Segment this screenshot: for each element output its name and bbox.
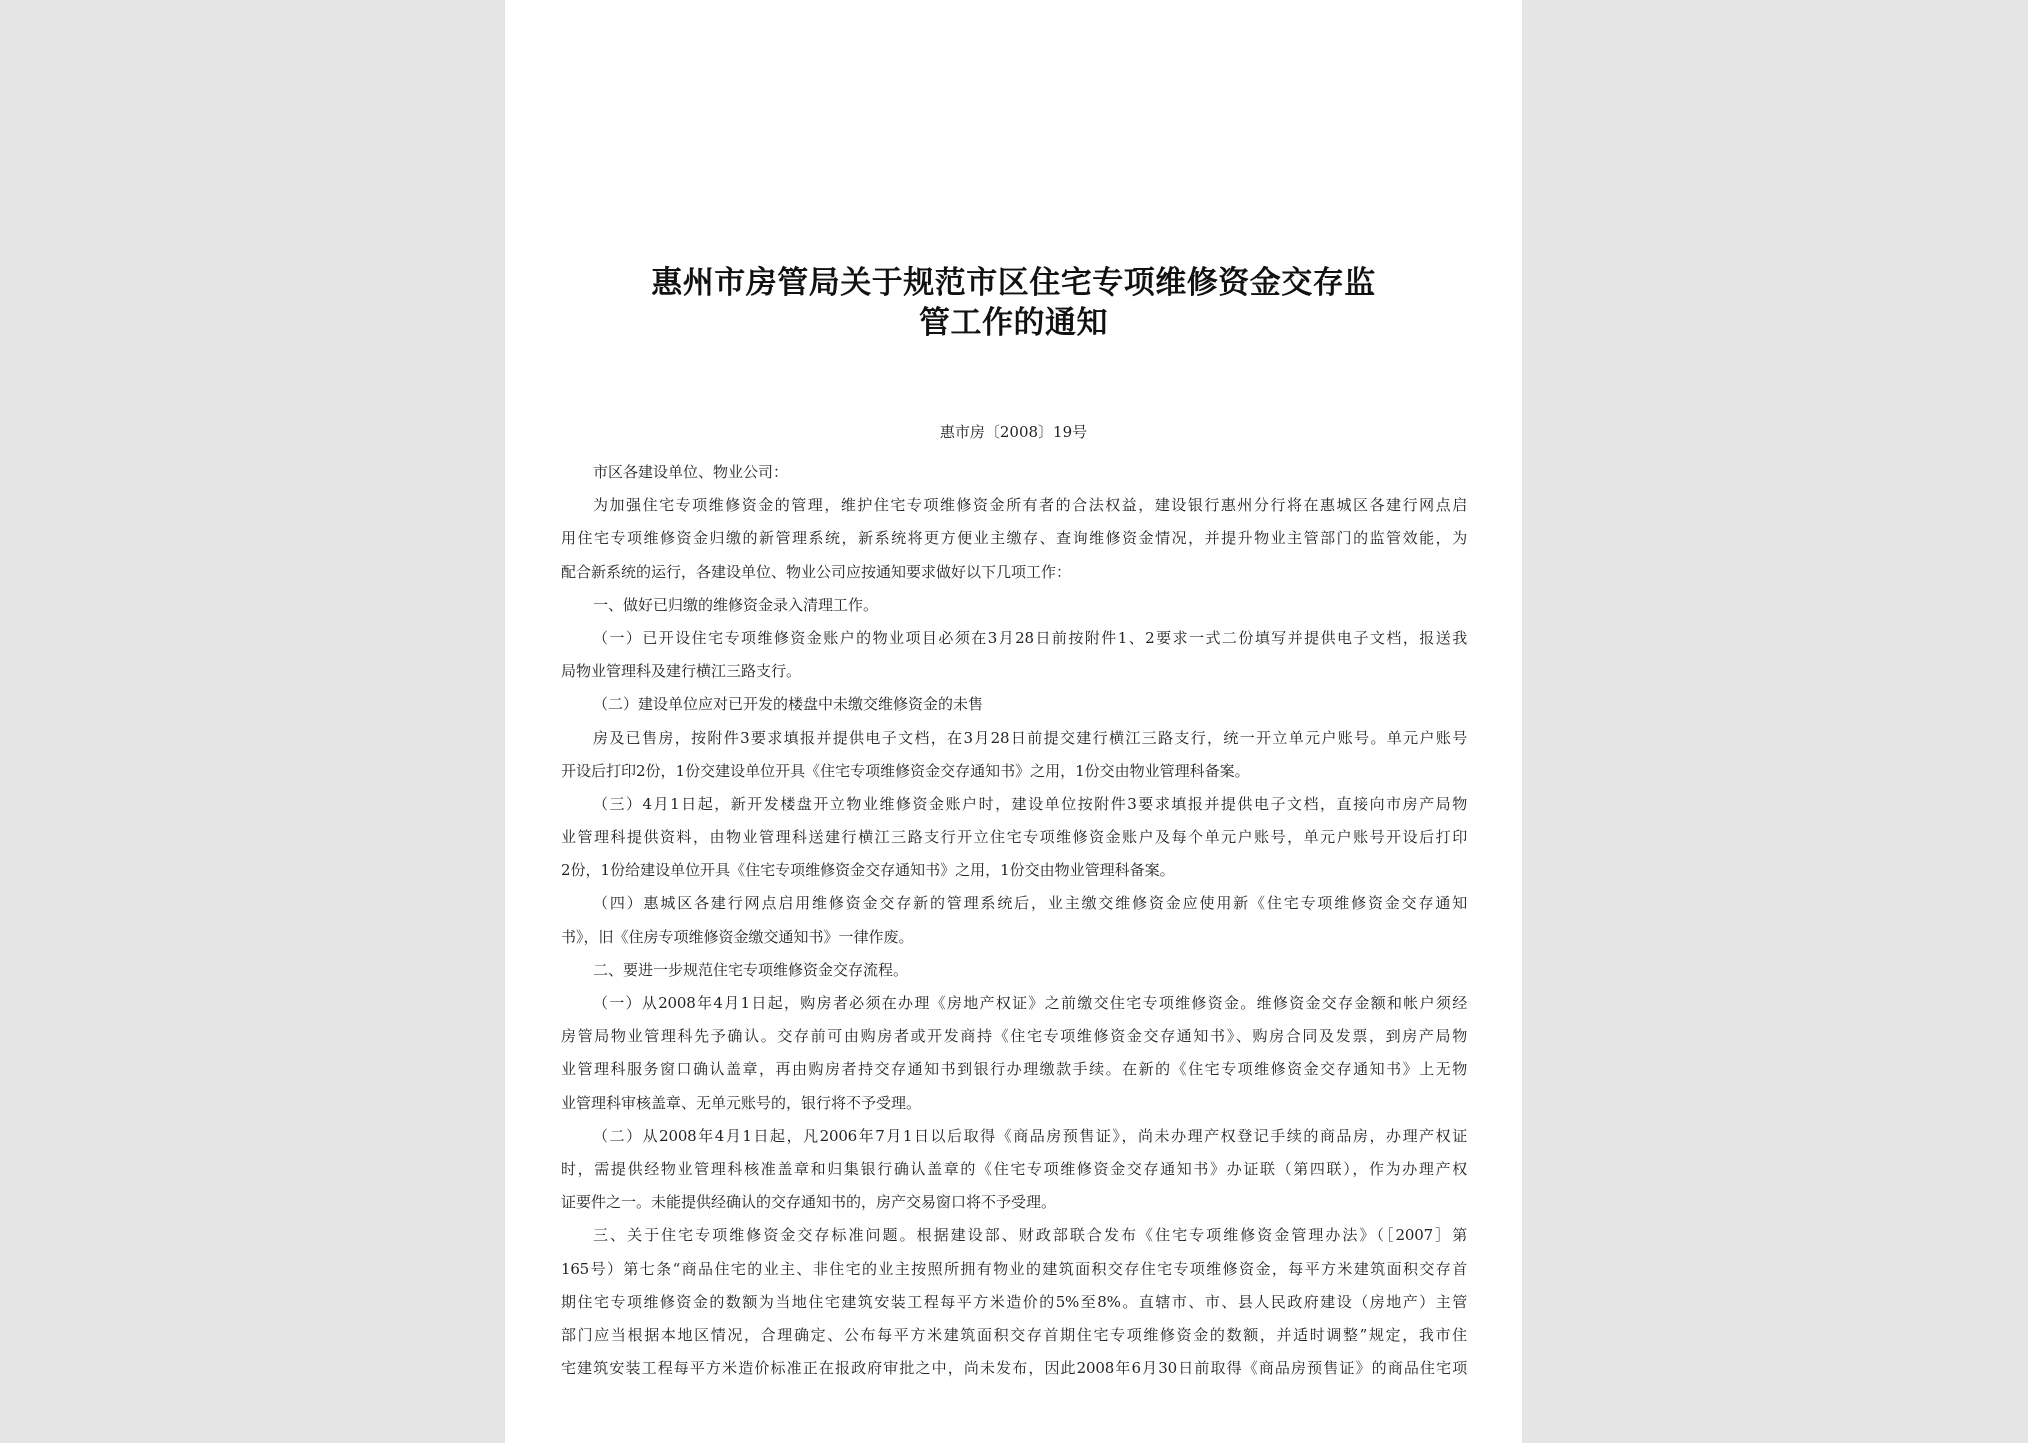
addressee-line: 市区各建设单位、物业公司： bbox=[593, 463, 789, 481]
section-heading: 二、要进一步规范住宅专项维修资金交存流程。 bbox=[593, 960, 909, 979]
page-title bbox=[560, 263, 1467, 343]
body-line: 书》，旧《住房专项维修资金缴交通知书》一律作废。 bbox=[561, 927, 914, 946]
body-line: 部门应当根据本地区情况，合理确定、公布每平方米建筑面积交存首期住宅专项维修资金的数额，并适时调整”规定，我市住 bbox=[561, 1325, 1467, 1344]
title-line-1: 惠州市房管局关于规范市区住宅专项维修资金交存监 bbox=[651, 265, 1376, 301]
body-line: 配合新系统的运行，各建设单位、物业公司应按通知要求做好以下几项工作： bbox=[561, 562, 1072, 581]
body-line: 165号）第七条“商品住宅的业主、非住宅的业主按照所拥有物业的建筑面积交存住宅专项维修资金，每平方米建筑面积交存首 bbox=[561, 1259, 1467, 1278]
document-page bbox=[505, 0, 1522, 1443]
body-line: （二）建设单位应对已开发的楼盘中未缴交维修资金的未售 bbox=[593, 695, 984, 714]
body-line: 开设后打印2份，1份交建设单位开具《住宅专项维修资金交存通知书》之用，1份交由物业管理科备案。 bbox=[561, 761, 1250, 780]
body-line: （一）从2008年4月1日起，购房者必须在办理《房地产权证》之前缴交住宅专项维修资金。维修资金交存金额和帐户须经 bbox=[593, 994, 1467, 1012]
body-line: 用住宅专项维修资金归缴的新管理系统，新系统将更方便业主缴存、查询维修资金情况，并提升物业主管部门的监管效能，为 bbox=[561, 529, 1467, 548]
body-line: （三）4月1日起，新开发楼盘开立物业维修资金账户时，建设单位按附件3要求填报并提供电子文档，直接向市房产局物 bbox=[593, 794, 1467, 813]
body-line: （四）惠城区各建行网点启用维修资金交存新的管理系统后，业主缴交维修资金应使用新《住宅专项维修资金交存通知 bbox=[593, 894, 1467, 913]
section-heading: 一、做好已归缴的维修资金录入清理工作。 bbox=[593, 595, 879, 614]
body-line: 业管理科提供资料，由物业管理科送建行横江三路支行开立住宅专项维修资金账户及每个单元户账号，单元户账号开设后打印 bbox=[561, 828, 1467, 847]
body-line: 2份，1份给建设单位开具《住宅专项维修资金交存通知书》之用，1份交由物业管理科备案。 bbox=[561, 861, 1175, 880]
body-line: （一）已开设住宅专项维修资金账户的物业项目必须在3月28日前按附件1、2要求一式二份填写并提供电子文档，报送我 bbox=[593, 628, 1467, 647]
body-line: 业管理科审核盖章、无单元账号的，银行将不予受理。 bbox=[561, 1093, 922, 1112]
title-line-2: 管工作的通知 bbox=[919, 305, 1108, 341]
body-line: （二）从2008年4月1日起，凡2006年7月1日以后取得《商品房预售证》，尚未办理产权登记手续的商品房，办理产权证 bbox=[593, 1126, 1467, 1145]
body-line: 局物业管理科及建行横江三路支行。 bbox=[561, 662, 802, 681]
body-line: 宅建筑安装工程每平方米造价标准正在报政府审批之中，尚未发布，因此2008年6月30日前取得《商品房预售证》的商品住宅项 bbox=[561, 1359, 1467, 1378]
document-body bbox=[561, 456, 1467, 1385]
body-line: 时，需提供经物业管理科核准盖章和归集银行确认盖章的《住宅专项维修资金交存通知书》办证联（第四联），作为办理产权 bbox=[561, 1159, 1467, 1178]
body-line: 证要件之一。未能提供经确认的交存通知书的，房产交易窗口将不予受理。 bbox=[561, 1193, 1057, 1212]
document-number: 惠市房〔2008〕19号 bbox=[939, 423, 1088, 441]
body-line: 为加强住宅专项维修资金的管理，维护住宅专项维修资金所有者的合法权益，建设银行惠州分行将在惠城区各建行网点启 bbox=[593, 496, 1467, 515]
body-line: 期住宅专项维修资金的数额为当地住宅建筑安装工程每平方米造价的5%至8%。直辖市、市、县人民政府建设（房地产）主管 bbox=[561, 1292, 1467, 1311]
body-line: 房及已售房，按附件3要求填报并提供电子文档，在3月28日前提交建行横江三路支行，统一开立单元户账号。单元户账号 bbox=[593, 728, 1467, 747]
section-heading: 三、关于住宅专项维修资金交存标准问题。根据建设部、财政部联合发布《住宅专项维修资金管理办法》（［2007］第 bbox=[593, 1226, 1467, 1245]
body-line: 业管理科服务窗口确认盖章，再由购房者持交存通知书到银行办理缴款手续。在新的《住宅专项维修资金交存通知书》上无物 bbox=[561, 1060, 1467, 1079]
body-line: 房管局物业管理科先予确认。交存前可由购房者或开发商持《住宅专项维修资金交存通知书》、购房合同及发票，到房产局物 bbox=[561, 1027, 1467, 1046]
